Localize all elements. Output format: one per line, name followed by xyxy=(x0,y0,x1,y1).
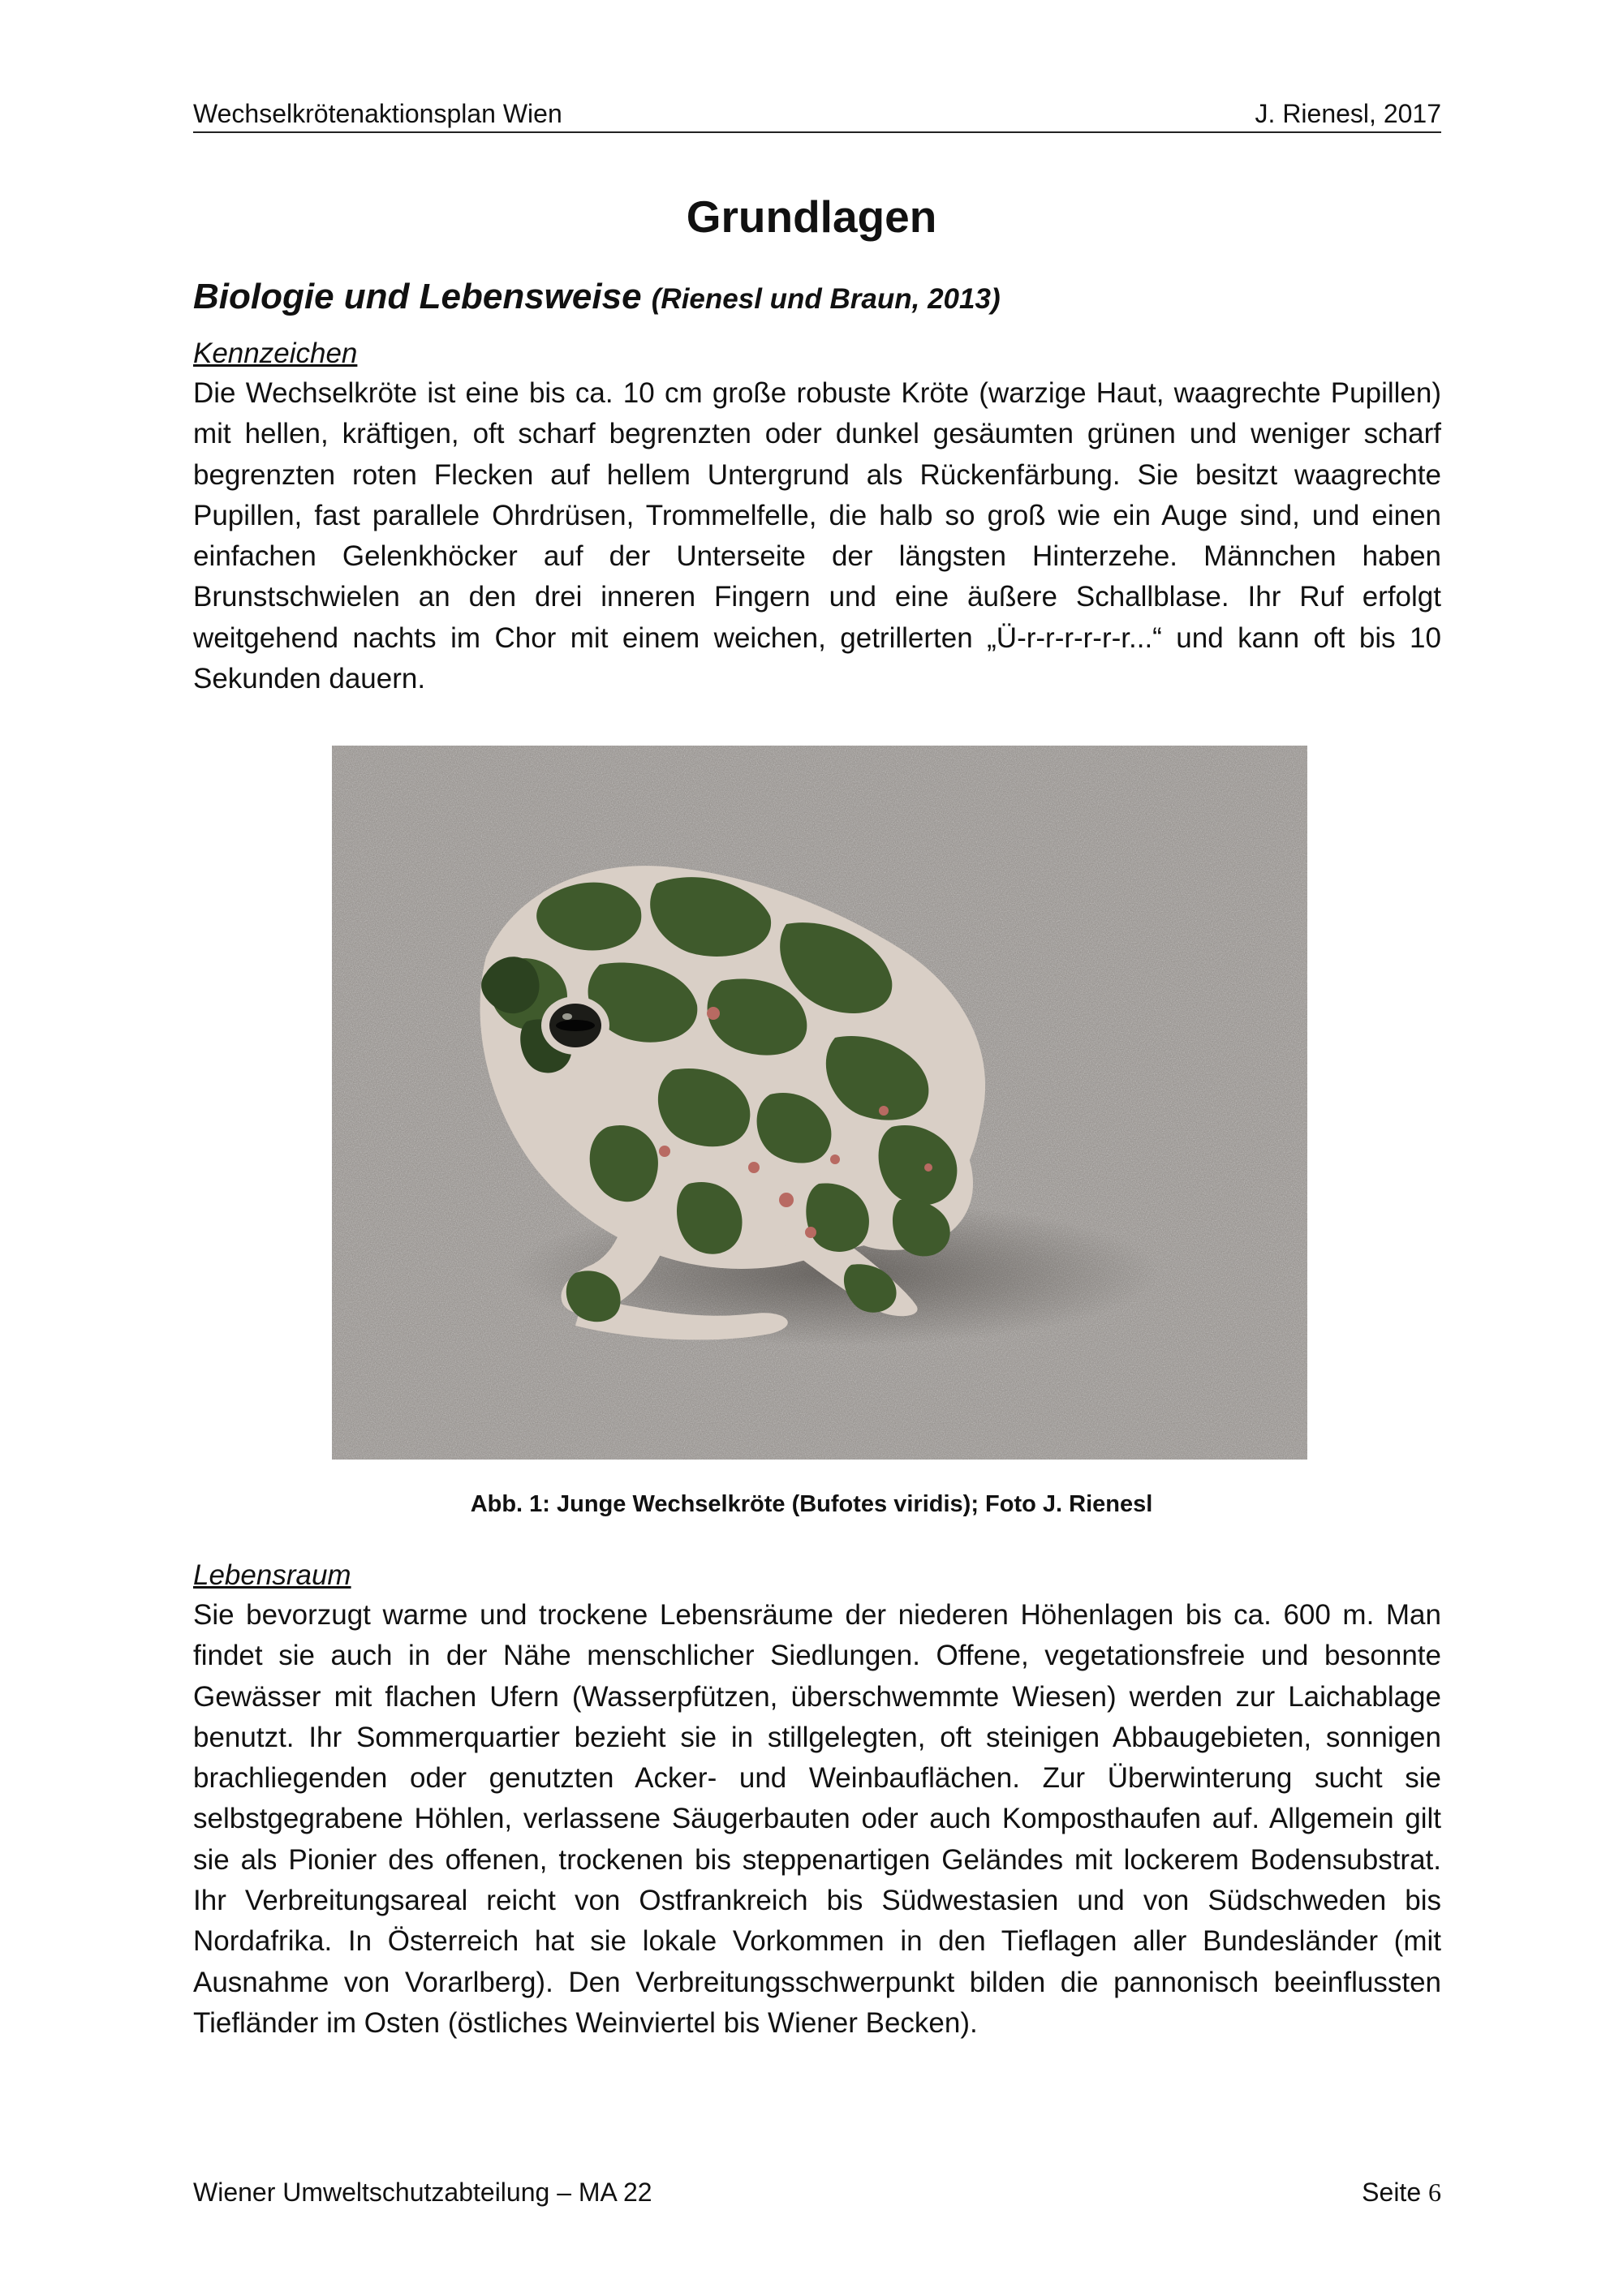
figure-caption: Abb. 1: Junge Wechselkröte (Bufotes viridis); Foto J. Rienesl xyxy=(470,1491,1153,1517)
header-document-title: Wechselkrötenaktionsplan Wien xyxy=(193,99,562,128)
paragraph-kennzeichen xyxy=(193,373,1441,699)
header-author-year: J. Rienesl, 2017 xyxy=(1255,99,1441,128)
footer-page-label: Seite xyxy=(1362,2178,1422,2207)
subtitle-citation: (Rienesl und Braun, 2013) xyxy=(651,283,1001,315)
footer-page-indicator xyxy=(1362,2174,1441,2210)
toad-photo xyxy=(332,746,1307,1460)
section-subtitle xyxy=(193,274,1001,322)
heading-lebensraum: Lebensraum xyxy=(193,1559,351,1591)
subtitle-main: Biologie und Lebensweise xyxy=(193,277,642,316)
toad-illustration xyxy=(332,746,1307,1460)
footer-page-number: 6 xyxy=(1428,2178,1441,2207)
page-title: Grundlagen xyxy=(686,191,937,242)
paragraph-lebensraum-text: Sie bevorzugt warme und trockene Lebensräume der niederen Höhenlagen bis ca. 600 m. Man findet sie auch in der Nähe menschlicher Siedlungen. Offene, vegetationsfreie und besonnte Gewässer mit flachen Ufern (Wasserpfützen, überschwemmte Wiesen) werden zur Laichablage benutzt. Ihr Sommerquartier bezieht sie in stillgelegten, oft steinigen Abbaugebieten, sonnigen brachliegenden oder genutzten Acker- und Weinbauflächen. Zur Überwinterung sucht sie selbstgegrabene Höhlen, verlassene Säugerbauten oder auch Komposthaufen auf. Allgemein gilt sie als Pionier des offenen, trockenen bis steppenartigen Geländes mit lockerem Bodensubstrat. Ihr Verbreitungsareal reicht von Ostfrankreich bis Südwestasien und von Südschweden bis Nordafrika. In Österreich hat sie lokale Vorkommen in den Tieflagen aller Bundesländer (mit Ausnahme von Vorarlberg). Den Verbreitungsschwerpunkt bilden die pannonisch beeinflussten Tiefländer im Osten (östliches Weinviertel bis Wiener Becken). xyxy=(193,1599,1441,2039)
footer-organization: Wiener Umweltschutzabteilung – MA 22 xyxy=(193,2178,652,2207)
paragraph-lebensraum xyxy=(193,1595,1441,2044)
eye-icon xyxy=(541,996,609,1055)
heading-kennzeichen: Kennzeichen xyxy=(193,338,358,369)
running-header xyxy=(193,96,1441,133)
paragraph-kennzeichen-text: Die Wechselkröte ist eine bis ca. 10 cm große robuste Kröte (warzige Haut, waagrechte Pupillen) mit hellen, kräftigen, oft scharf begrenzten oder dunkel gesäumten grünen und weniger scharf begrenzten roten Flecken auf hellem Untergrund als Rückenfärbung. Sie besitzt waagrechte Pupillen, fast parallele Ohrdrüsen, Trommelfelle, die halb so groß wie ein Auge sind, und einen einfachen Gelenkhöcker auf der Unterseite der längsten Hinterzehe. Männchen haben Brunstschwielen an den drei inneren Fingern und eine äußere Schallblase. Ihr Ruf erfolgt weitgehend nachts im Chor mit einem weichen, getrillerten „Ü-r-r-r-r-r-r...“ und kann oft bis 10 Sekunden dauern. xyxy=(193,377,1441,695)
